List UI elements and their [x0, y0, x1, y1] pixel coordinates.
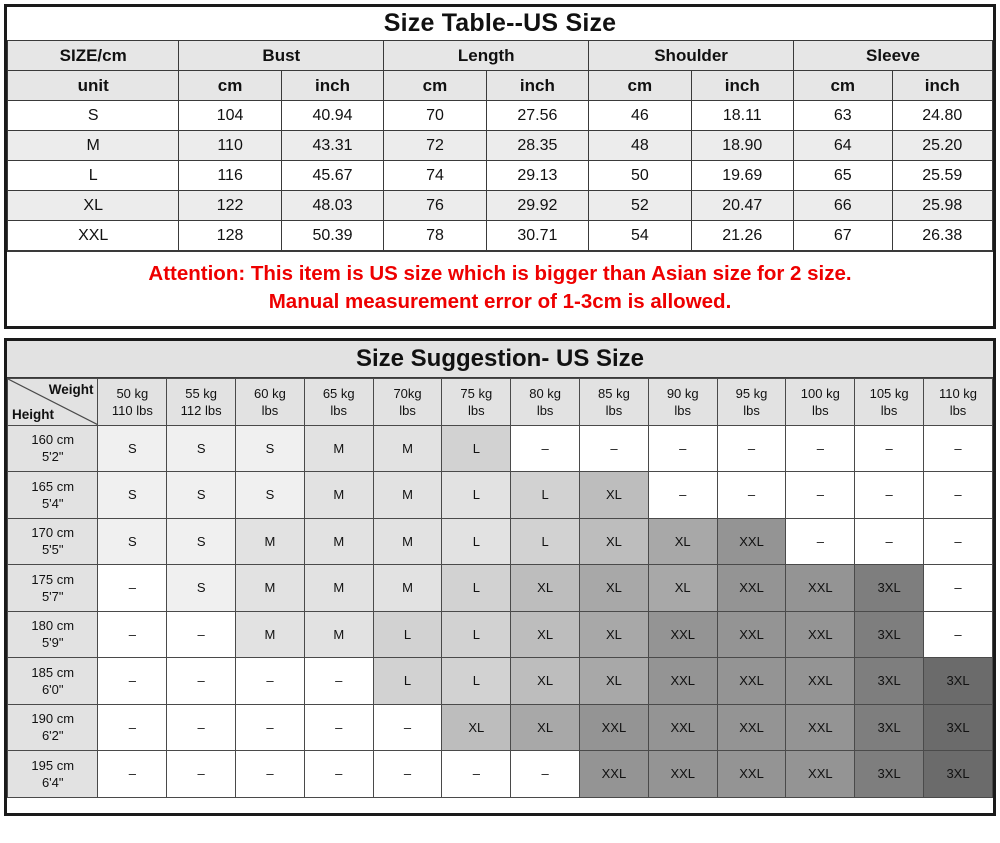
- cell-bust-inch: 50.39: [281, 221, 383, 251]
- suggestion-cell: –: [236, 751, 305, 798]
- weight-column-header: [717, 379, 786, 426]
- unit-shoulder-inch: inch: [691, 71, 793, 101]
- height-cm: 170 cm: [31, 525, 75, 541]
- weight-column-header: [511, 379, 580, 426]
- weight-header-row: [8, 379, 993, 426]
- cell-bust-cm: 122: [179, 191, 281, 221]
- cell-length-inch: 29.92: [486, 191, 588, 221]
- suggestion-cell: M: [373, 472, 442, 519]
- unit-bust-inch: inch: [281, 71, 383, 101]
- weight-column-header: [924, 379, 993, 426]
- suggestion-cell: XXL: [717, 751, 786, 798]
- weight-lbs: lbs: [330, 402, 348, 418]
- axis-corner-cell: [8, 379, 98, 426]
- height-ft: 5'4": [41, 495, 64, 511]
- cell-sleeve-inch: 25.20: [892, 131, 993, 161]
- weight-column-header: [786, 379, 855, 426]
- attention-line-1: Attention: This item is US size which is bigger than Asian size for 2 size.: [148, 262, 852, 285]
- group-header-bust: Bust: [179, 41, 384, 71]
- height-row-header: [8, 704, 98, 751]
- weight-lbs: lbs: [880, 402, 898, 418]
- suggestion-cell: 3XL: [855, 565, 924, 612]
- suggestion-cell: –: [167, 751, 236, 798]
- suggestion-cell: –: [373, 751, 442, 798]
- weight-kg: 100 kg: [800, 385, 840, 401]
- cell-shoulder-inch: 19.69: [691, 161, 793, 191]
- height-row-header: [8, 518, 98, 565]
- height-cm: 160 cm: [31, 432, 75, 448]
- suggestion-cell: L: [511, 472, 580, 519]
- suggestion-cell: L: [442, 611, 511, 658]
- weight-column-header: [442, 379, 511, 426]
- suggestion-cell: XXL: [580, 704, 649, 751]
- weight-lbs: lbs: [743, 402, 760, 418]
- suggestion-cell: 3XL: [855, 704, 924, 751]
- cell-shoulder-cm: 48: [589, 131, 691, 161]
- suggestion-cell: –: [167, 658, 236, 705]
- suggestion-cell: –: [924, 425, 993, 472]
- suggestion-cell: XL: [511, 565, 580, 612]
- suggestion-cell: 3XL: [924, 658, 993, 705]
- size-table: [7, 7, 993, 251]
- suggestion-cell: –: [98, 658, 167, 705]
- suggestion-cell: XXL: [648, 611, 717, 658]
- weight-lbs: lbs: [674, 402, 692, 418]
- weight-lbs: lbs: [261, 402, 279, 418]
- suggestion-cell: L: [442, 658, 511, 705]
- suggestion-cell: –: [236, 658, 305, 705]
- suggestion-cell: M: [373, 425, 442, 472]
- unit-sleeve-cm: cm: [794, 71, 893, 101]
- weight-kg: 80 kg: [529, 385, 562, 401]
- suggestion-row: [8, 565, 993, 612]
- suggestion-cell: –: [304, 704, 373, 751]
- suggestion-cell: –: [167, 611, 236, 658]
- cell-bust-cm: 104: [179, 101, 281, 131]
- suggestion-cell: –: [98, 751, 167, 798]
- table-row: [8, 101, 993, 131]
- weight-lbs: lbs: [812, 402, 829, 418]
- weight-kg: 65 kg: [322, 385, 355, 401]
- suggestion-cell: –: [373, 704, 442, 751]
- height-row-header: [8, 611, 98, 658]
- suggestion-cell: L: [373, 611, 442, 658]
- suggestion-cell: XL: [580, 472, 649, 519]
- cell-shoulder-inch: 21.26: [691, 221, 793, 251]
- cell-bust-cm: 128: [179, 221, 281, 251]
- suggestion-cell: XXL: [717, 565, 786, 612]
- suggestion-cell: 3XL: [855, 611, 924, 658]
- weight-lbs: lbs: [399, 402, 416, 418]
- cell-shoulder-inch: 18.11: [691, 101, 793, 131]
- cell-bust-cm: 110: [179, 131, 281, 161]
- table-row: [8, 131, 993, 161]
- suggestion-cell: –: [855, 518, 924, 565]
- height-cm: 185 cm: [31, 664, 75, 680]
- weight-kg: 85 kg: [598, 385, 630, 401]
- suggestion-cell: –: [511, 751, 580, 798]
- suggestion-cell: S: [98, 425, 167, 472]
- unit-label: unit: [8, 71, 179, 101]
- suggestion-cell: –: [98, 704, 167, 751]
- suggestion-cell: XXL: [786, 751, 855, 798]
- height-row-header: [8, 425, 98, 472]
- height-row-header: [8, 472, 98, 519]
- weight-lbs: lbs: [605, 402, 623, 418]
- suggestion-cell: M: [236, 565, 305, 612]
- cell-sleeve-cm: 64: [794, 131, 893, 161]
- cell-length-cm: 70: [384, 101, 486, 131]
- suggestion-cell: –: [580, 425, 649, 472]
- suggestion-row: [8, 751, 993, 798]
- suggestion-cell: L: [442, 518, 511, 565]
- suggestion-cell: –: [786, 425, 855, 472]
- suggestion-cell: S: [236, 425, 305, 472]
- suggestion-cell: –: [648, 472, 717, 519]
- suggestion-cell: XL: [580, 518, 649, 565]
- height-row-header: [8, 565, 98, 612]
- size-table-title-row: [8, 7, 993, 41]
- weight-axis-label: Weight: [48, 382, 94, 397]
- weight-kg: 50 kg: [116, 385, 149, 401]
- size-table-unit-row: [8, 71, 993, 101]
- suggestion-cell: S: [167, 565, 236, 612]
- suggestion-cell: –: [924, 565, 993, 612]
- cell-length-inch: 27.56: [486, 101, 588, 131]
- height-ft: 5'9": [41, 635, 64, 651]
- weight-lbs: lbs: [468, 402, 485, 418]
- cell-bust-inch: 43.31: [281, 131, 383, 161]
- suggestion-cell: –: [717, 472, 786, 519]
- height-ft: 5'7": [41, 588, 64, 604]
- suggestion-cell: S: [98, 518, 167, 565]
- height-cm: 195 cm: [31, 757, 75, 773]
- suggestion-cell: M: [236, 518, 305, 565]
- suggestion-cell: XL: [511, 658, 580, 705]
- cell-sleeve-cm: 66: [794, 191, 893, 221]
- height-ft: 5'5": [41, 542, 64, 558]
- size-table-block: [4, 4, 996, 329]
- height-ft: 6'4": [41, 774, 64, 790]
- cell-size: S: [8, 101, 179, 131]
- cell-shoulder-cm: 50: [589, 161, 691, 191]
- cell-size: L: [8, 161, 179, 191]
- cell-sleeve-cm: 65: [794, 161, 893, 191]
- weight-column-header: [167, 379, 236, 426]
- cell-shoulder-cm: 54: [589, 221, 691, 251]
- suggestion-cell: –: [924, 518, 993, 565]
- weight-kg: 75 kg: [460, 385, 493, 401]
- weight-kg: 55 kg: [185, 385, 218, 401]
- suggestion-cell: S: [236, 472, 305, 519]
- weight-lbs: 110 lbs: [111, 402, 153, 418]
- attention-note: [7, 251, 993, 326]
- cell-length-inch: 29.13: [486, 161, 588, 191]
- suggestion-cell: L: [442, 472, 511, 519]
- cell-bust-cm: 116: [179, 161, 281, 191]
- suggestion-cell: –: [98, 565, 167, 612]
- suggestion-cell: 3XL: [855, 658, 924, 705]
- suggestion-cell: S: [98, 472, 167, 519]
- suggestion-cell: –: [924, 472, 993, 519]
- cell-sleeve-cm: 63: [794, 101, 893, 131]
- suggestion-cell: M: [236, 611, 305, 658]
- suggestion-cell: S: [167, 472, 236, 519]
- cell-length-cm: 78: [384, 221, 486, 251]
- suggestion-row: [8, 518, 993, 565]
- suggestion-cell: M: [373, 565, 442, 612]
- suggestion-cell: –: [924, 611, 993, 658]
- weight-lbs: lbs: [536, 402, 554, 418]
- suggestion-cell: XXL: [786, 658, 855, 705]
- cell-size: M: [8, 131, 179, 161]
- suggestion-cell: L: [442, 565, 511, 612]
- weight-column-header: [98, 379, 167, 426]
- weight-column-header: [373, 379, 442, 426]
- cell-size: XL: [8, 191, 179, 221]
- group-header-size: SIZE/cm: [8, 41, 179, 71]
- suggestion-cell: XL: [442, 704, 511, 751]
- suggestion-cell: XL: [580, 658, 649, 705]
- height-cm: 175 cm: [31, 571, 75, 587]
- suggestion-cell: M: [304, 472, 373, 519]
- unit-bust-cm: cm: [179, 71, 281, 101]
- suggestion-row: [8, 611, 993, 658]
- suggestion-cell: M: [304, 611, 373, 658]
- unit-length-inch: inch: [486, 71, 588, 101]
- size-suggestion-block: [4, 338, 996, 816]
- suggestion-row: [8, 425, 993, 472]
- cell-length-cm: 72: [384, 131, 486, 161]
- suggestion-cell: M: [304, 425, 373, 472]
- suggestion-cell: 3XL: [924, 704, 993, 751]
- suggestion-row: [8, 472, 993, 519]
- cell-shoulder-inch: 18.90: [691, 131, 793, 161]
- suggestion-cell: XL: [580, 611, 649, 658]
- weight-kg: 105 kg: [869, 385, 909, 401]
- height-cm: 165 cm: [31, 478, 75, 494]
- cell-shoulder-cm: 46: [589, 101, 691, 131]
- cell-length-cm: 74: [384, 161, 486, 191]
- cell-bust-inch: 48.03: [281, 191, 383, 221]
- suggestion-cell: –: [786, 518, 855, 565]
- cell-length-inch: 30.71: [486, 221, 588, 251]
- suggestion-cell: XL: [511, 704, 580, 751]
- suggestion-row: [8, 704, 993, 751]
- height-axis-label: Height: [12, 406, 54, 422]
- weight-kg: 60 kg: [254, 385, 286, 401]
- suggestion-cell: XL: [511, 611, 580, 658]
- suggestion-cell: XXL: [717, 658, 786, 705]
- suggestion-cell: XL: [648, 565, 717, 612]
- table-row: [8, 221, 993, 251]
- group-header-length: Length: [384, 41, 589, 71]
- cell-length-cm: 76: [384, 191, 486, 221]
- suggestion-cell: XXL: [786, 611, 855, 658]
- cell-sleeve-inch: 25.59: [892, 161, 993, 191]
- size-table-title: Size Table--US Size: [8, 7, 993, 41]
- suggestion-cell: –: [855, 425, 924, 472]
- weight-column-header: [648, 379, 717, 426]
- suggestion-cell: S: [167, 518, 236, 565]
- cell-sleeve-cm: 67: [794, 221, 893, 251]
- cell-sleeve-inch: 25.98: [892, 191, 993, 221]
- size-chart-page: [0, 4, 1000, 843]
- unit-length-cm: cm: [384, 71, 486, 101]
- cell-bust-inch: 40.94: [281, 101, 383, 131]
- group-header-shoulder: Shoulder: [589, 41, 794, 71]
- weight-kg: 95 kg: [735, 385, 768, 401]
- suggestion-cell: –: [717, 425, 786, 472]
- height-ft: 5'2": [41, 449, 64, 465]
- suggestion-cell: L: [373, 658, 442, 705]
- group-header-sleeve: Sleeve: [794, 41, 993, 71]
- suggestion-cell: –: [786, 472, 855, 519]
- suggestion-cell: XXL: [648, 751, 717, 798]
- weight-kg: 70kg: [393, 385, 422, 401]
- size-suggestion-title: Size Suggestion- US Size: [7, 341, 993, 378]
- suggestion-cell: XXL: [717, 704, 786, 751]
- cell-sleeve-inch: 26.38: [892, 221, 993, 251]
- suggestion-cell: M: [373, 518, 442, 565]
- suggestion-cell: XXL: [786, 704, 855, 751]
- unit-sleeve-inch: inch: [892, 71, 993, 101]
- weight-lbs: 112 lbs: [180, 402, 222, 418]
- unit-shoulder-cm: cm: [589, 71, 691, 101]
- suggestion-cell: XL: [580, 565, 649, 612]
- cell-shoulder-inch: 20.47: [691, 191, 793, 221]
- height-row-header: [8, 751, 98, 798]
- height-ft: 6'2": [41, 728, 64, 744]
- height-row-header: [8, 658, 98, 705]
- suggestion-cell: –: [236, 704, 305, 751]
- suggestion-cell: XXL: [717, 611, 786, 658]
- suggestion-cell: L: [511, 518, 580, 565]
- weight-column-header: [236, 379, 305, 426]
- weight-kg: 90 kg: [666, 385, 699, 401]
- cell-bust-inch: 45.67: [281, 161, 383, 191]
- suggestion-cell: 3XL: [924, 751, 993, 798]
- size-table-group-header-row: [8, 41, 993, 71]
- cell-length-inch: 28.35: [486, 131, 588, 161]
- suggestion-cell: XXL: [648, 658, 717, 705]
- weight-column-header: [304, 379, 373, 426]
- suggestion-cell: XXL: [580, 751, 649, 798]
- table-row: [8, 191, 993, 221]
- suggestion-cell: –: [511, 425, 580, 472]
- suggestion-cell: –: [442, 751, 511, 798]
- weight-column-header: [855, 379, 924, 426]
- suggestion-cell: XL: [648, 518, 717, 565]
- cell-size: XXL: [8, 221, 179, 251]
- attention-line-2: Manual measurement error of 1-3cm is allowed.: [268, 290, 732, 313]
- suggestion-cell: S: [167, 425, 236, 472]
- suggestion-cell: XXL: [648, 704, 717, 751]
- height-cm: 190 cm: [31, 711, 75, 727]
- suggestion-cell: –: [648, 425, 717, 472]
- suggestion-cell: –: [98, 611, 167, 658]
- weight-column-header: [580, 379, 649, 426]
- suggestion-cell: 3XL: [855, 751, 924, 798]
- suggestion-cell: M: [304, 565, 373, 612]
- suggestion-cell: M: [304, 518, 373, 565]
- height-cm: 180 cm: [31, 618, 75, 634]
- suggestion-cell: –: [167, 704, 236, 751]
- cell-shoulder-cm: 52: [589, 191, 691, 221]
- suggestion-cell: –: [855, 472, 924, 519]
- weight-kg: 110 kg: [938, 385, 978, 401]
- size-suggestion-table: [7, 378, 993, 798]
- suggestion-cell: XXL: [786, 565, 855, 612]
- suggestion-cell: L: [442, 425, 511, 472]
- cell-sleeve-inch: 24.80: [892, 101, 993, 131]
- table-row: [8, 161, 993, 191]
- suggestion-cell: –: [304, 658, 373, 705]
- weight-lbs: lbs: [949, 402, 967, 418]
- suggestion-cell: XXL: [717, 518, 786, 565]
- suggestion-row: [8, 658, 993, 705]
- suggestion-cell: –: [304, 751, 373, 798]
- height-ft: 6'0": [41, 681, 64, 697]
